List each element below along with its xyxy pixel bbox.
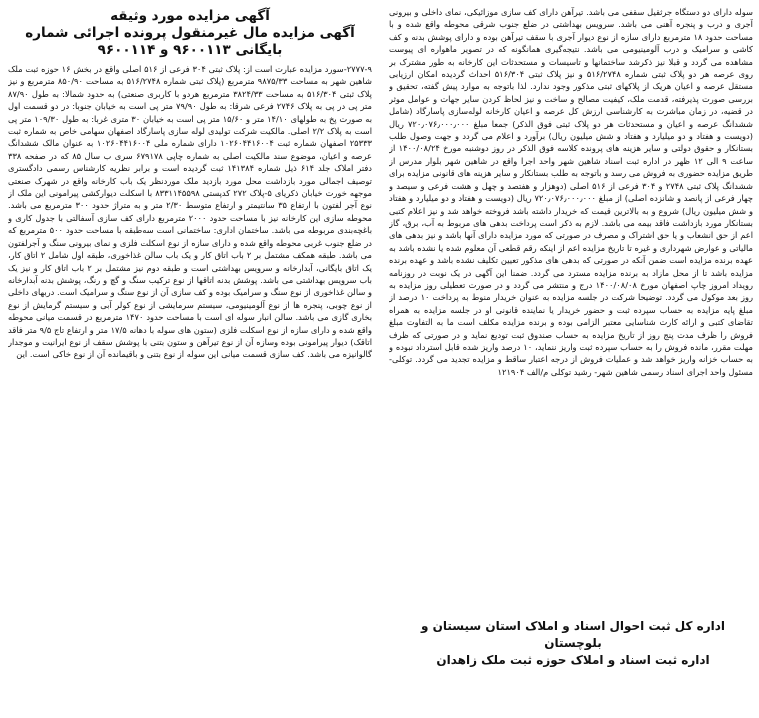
office-line-1: اداره کل ثبت احوال اسناد و املاک استان سیستان و بلوچستان [420, 619, 726, 650]
notice-body-left: ۲۷۷۷-۹-سورد مزایده عبارت است از: پلاک ثبتی ۳۰۴ فرعی از ۵۱۶ اصلی واقع در بخش ۱۶ حوزه ثبت ملک شاهین شهر به مساحت ۹۸۷۵/۳۳ مترمربع (پلاک ثبتی شماره ۵۱۶/۲۷۴۸ به مساحت ۸۵۰/۹۰ مترمربع و نیز پلاک ثبتی ۵۱۶/۳۰۴ به مساحت ۳۸۲۴/۳۳ مترمربع هردو با کاربری صنعتی) به حدود شمالا: به طول ۸۷/۹۰ متر پی در پی به پلاک ۲۷۴۶ فرعی شرقا: به طول ۷۹/۹۰ متر پی است به خیابان جنوبا: در دو قسمت اول به صورت پخ به طولهای ۱۴/۱۰ متر و ۱۵/۶۰ متر پی است به خیابان ۳۰ متری غربا: به طول ۱۰۹/۳۰ متر پی است به پلاک ۲/۲ اصلی. مالکیت شرکت تولیدی لوله سازی پاسارگاد اصفهان سهامی خاص به شماره ثبت ۲۵۳۳۳ اصفهان شماره ثبت ۱۰۲۶۰۴۴۱۶۰۰۴ دارای شماره ملی ۱۰۲۶۰۴۴۱۶۰۰۴ به عنوان مالک ششدانگ عرصه و اعیان، موضوع سند مالکیت اصلی به شماره چاپی ۶۷۹۱۷۸ سری ب سال ۸۵ که در صفحه ۳۳۸ دفتر املاک جلد ۶۱۴ ذیل شماره ۱۴۱۳۸۴ ثبت گردیده است و برابر نظریه کارشناس رسمی دادگستری توصیف اجمالی مورد بازداشت محل مورد بازدید ملک موردنظر یک باب کارخانه واقع در شهرک صنعتی موجهه خورت خیابان ذکریای ۵-پلاک ۲۷۲ کدپستی ۸۳۳۱۱۴۵۵۹۸ با اسکلت دیوارکشی پیرامونی این ملک از نوع آجر لفتون با ارتفاع ۳۵ سانتیمتر و ارتفاع متوسط ۲/۳۰ متر و به متراژ حدود ۳۰۰ مترمربع می باشد. محوطه سازی این کارخانه نیز با مساحت حدود ۲۰۰۰ مترمربع دارای کف سازی آسفالتی با جدول کاری و باغچه‌بندی مربوطه می باشد. ساختمان اداری: ساختمانی است سه‌طبقه با مساحت حدود ۵۰۰ مترمربع که در ضلع جنوب غربی محوطه واقع شده و دارای سازه از نوع اسکلت فلزی و نمای بیرونی سنگ و آجرلفتون می باشد. طبقه همکف مشتمل بر ۲ باب اتاق کار و یک باب سالن غذاخوری، طبقه اول شامل ۲ اتاق کار، یک اتاق بایگانی، آبدارخانه و سرویس بهداشتی است و طبقه دوم نیز مشتمل بر ۲ باب اتاق کار و نیز یک باب سرویس بهداشتی می باشد. پوشش بدنه اتاقها از نوع ترکیب سنگ و گچ و رنگ، پوشش بدنه آبدارخانه و سالن غذاخوری از نوع سنگ و سرامیک بوده و کف سازی آن از نوع سنگ و سرامیک است. دربهای داخلی از نوع چوبی، پنجره ها از نوع آلومینیومی، سیستم سرمایشی از نوع کولر آبی و سیستم گرمایش از نوع بخاری گازی می باشد. سالن انبار سوله ای است با مساحت حدود ۱۴۷۰ مترمربع در قسمت میانی محوطه واقع شده و دارای سازه از نوع اسکلت فلزی (ستون های سوله با دهانه ۱۷/۵ متر و ارتفاع تاج ۹/۵ متر فاقد اتاقک) دیوار پیرامونی بوده وسازه آن از نوع تیرآهن و ستون بتنی با پوشش سقف از نوع ایرانیت و موجدار گالوانیزه می باشد. کف سازی قسمت میانی این سوله از نوع بتنی و باقیمانده آن از نوع خاکی است. این [8, 64, 372, 360]
notice-right-column [389, 6, 753, 586]
office-line-2: اداره ثبت اسناد و املاک حوزه ثبت ملک زاهدان [436, 653, 710, 667]
notice-title: آگهی مزایده مورد وثیقه [110, 8, 270, 24]
issuing-office [397, 618, 749, 669]
notice-left-column [8, 6, 372, 712]
notice-subtitle: آگهی مزایده مال غیرمنقول پرونده اجرائی شماره بایگانی ۹۶۰۰۱۱۳ و ۹۶۰۰۱۱۴ [25, 25, 355, 58]
notice-body-right: سوله دارای دو دستگاه جرثقیل سقفی می باشد. تیرآهن دارای کف سازی موزائیکی، نمای داخلی و بیرونی آجری و درب و پنجره آهنی می باشد. سرویس بهداشتی در ضلع جنوب شرقی محوطه واقع شده و با مساحت حدود ۱۸ مترمربع دارای سازه از نوع دیوار آجری با سقف تیرآهن بوده و دارای پوشش بدنه و کف کاشی و سرامیک و درب آلومینیومی می باشد. نتیجه‌گیری همانگونه که در تصویر ماهواره ای پیوست مشاهده می گردد و قبلا نیز ذکرشد ساختمانها و تاسیسات و مستحدثات این کارخانه به طور مشترک بر روی عرصه هر دو پلاک ثبتی شماره ۵۱۶/۲۷۴۸ و نیز پلاک ثبتی ۵۱۶/۳۰۴ احداث گردیده امکان ارزیابی مستقل عرصه و اعیان هریک از پلاکهای ثبتی مذکور وجود ندارد. لذا باتوجه به موارد پیش گفته، تحقیق و بررسی صورت پذیرفته، قدمت ملک، کیفیت مصالح و ساخت و نیز لحاظ کردن سایر جهات و عوامل موثر در قضیه، در زمان مباشرت به کارشناسی ارزش کل عرصه و اعیان کارخانه لوله‌سازی پاسارگاد (شامل ششدانگ عرصه و اعیان و مستحدثات هر دو پلاک ثبتی فوق الذکر) جمعا مبلغ ۷۲۰٫۰۷۶٫۰۰۰٫۰۰۰ ریال (دویست و هفتاد و دو میلیارد و هفتاد و شش میلیون ریال) برآورد و اعلام می گردد و جهت وصول طلب بستانکار و حقوق دولتی و سایر هزینه های پرونده کلاسه فوق الذکر در روز دوشنبه مورخ ۱۴۰۰/۰۸/۲۴ از ساعت ۹ الی ۱۲ ظهر در اداره ثبت اسناد شاهین شهر واحد اجرا واقع در شاهین شهر بلوار مدرس از طریق مزایده حضوری به فروش می رسد و باتوجه به طلب بستانکار و سایر هزینه های قانونی مزایده برای ششدانگ پلاک ثبتی ۲۷۴۸ و ۳۰۴ فرعی از ۵۱۶ اصلی (دوهزار و هفتصد و چهل و هشت فرعی و سیصد و چهار فرعی از پانصد و شانزده اصلی) از مبلغ ۷۲۰٫۰۷۶٫۰۰۰٫۰۰۰ ریال (دویست و هفتاد و دو میلیارد و هفتاد و شش میلیون ریال) شروع و به بالاترین قیمت که خریدار داشته باشد فروخته خواهد شد و نیز اعلام کتبی بستانکار مورد بازداشت فاقد بیمه می باشد. لازم به ذکر است پرداخت بدهی های مربوط به آب، برق، گاز اعم از حق انشعاب و یا حق اشتراک و مصرف در صورتی که مورد مزایده دارای آنها باشد و نیز بدهی های مالیاتی و عوارض شهرداری و غیره تا تاریخ مزایده اعم از اینکه رقم قطعی آن معلوم شده یا نشده باشد به عهده برنده مزایده است ضمن آنکه در صورتی که بدهی های مذکور تعیین تکلیف نشده باشد و عهده برنده مزایده باشد تا از محل مازاد به برنده مزایده مسترد می گردد. ضمنا این آگهی در یک نوبت در روزنامه رویداد امروز چاپ اصفهان مورخ ۱۴۰۰/۰۸/۰۸ درج و منتشر می گردد و در صورت تعطیلی روز مزایده به روز بعد موکول می گردد. توضیحا شرکت در جلسه مزایده به عنوان خریدار منوط به پرداخت ۱۰ درصد از مبلغ پایه مزایده به حساب سپرده ثبت و حضور خریدار یا نماینده قانونی او در جلسه مزایده به همراه تقاضای کتبی و ارائه کارت شناسایی معتبر الزامی بوده و برنده مزایده مکلف است ما به التفاوت مبلغ فروش را ظرف مدت پنج روز از تاریخ مزایده به حساب صندوق ثبت تودیع نماید و در صورتی که ظرف مهلت مقرر، مانده فروش را به حساب سپرده ثبت واریز ننماید، ۱۰ درصد واریز شده قابل استرداد نبوده و به حساب خزانه واریز خواهد شد و عملیات فروش از درجه اعتبار ساقط و مزایده تجدید می گردد. توکلی- مسئول واحد اجرای اسناد رسمی شاهین شهر- رشید توکلی م/الف ۱۲۱۹۰۴ [389, 7, 753, 377]
